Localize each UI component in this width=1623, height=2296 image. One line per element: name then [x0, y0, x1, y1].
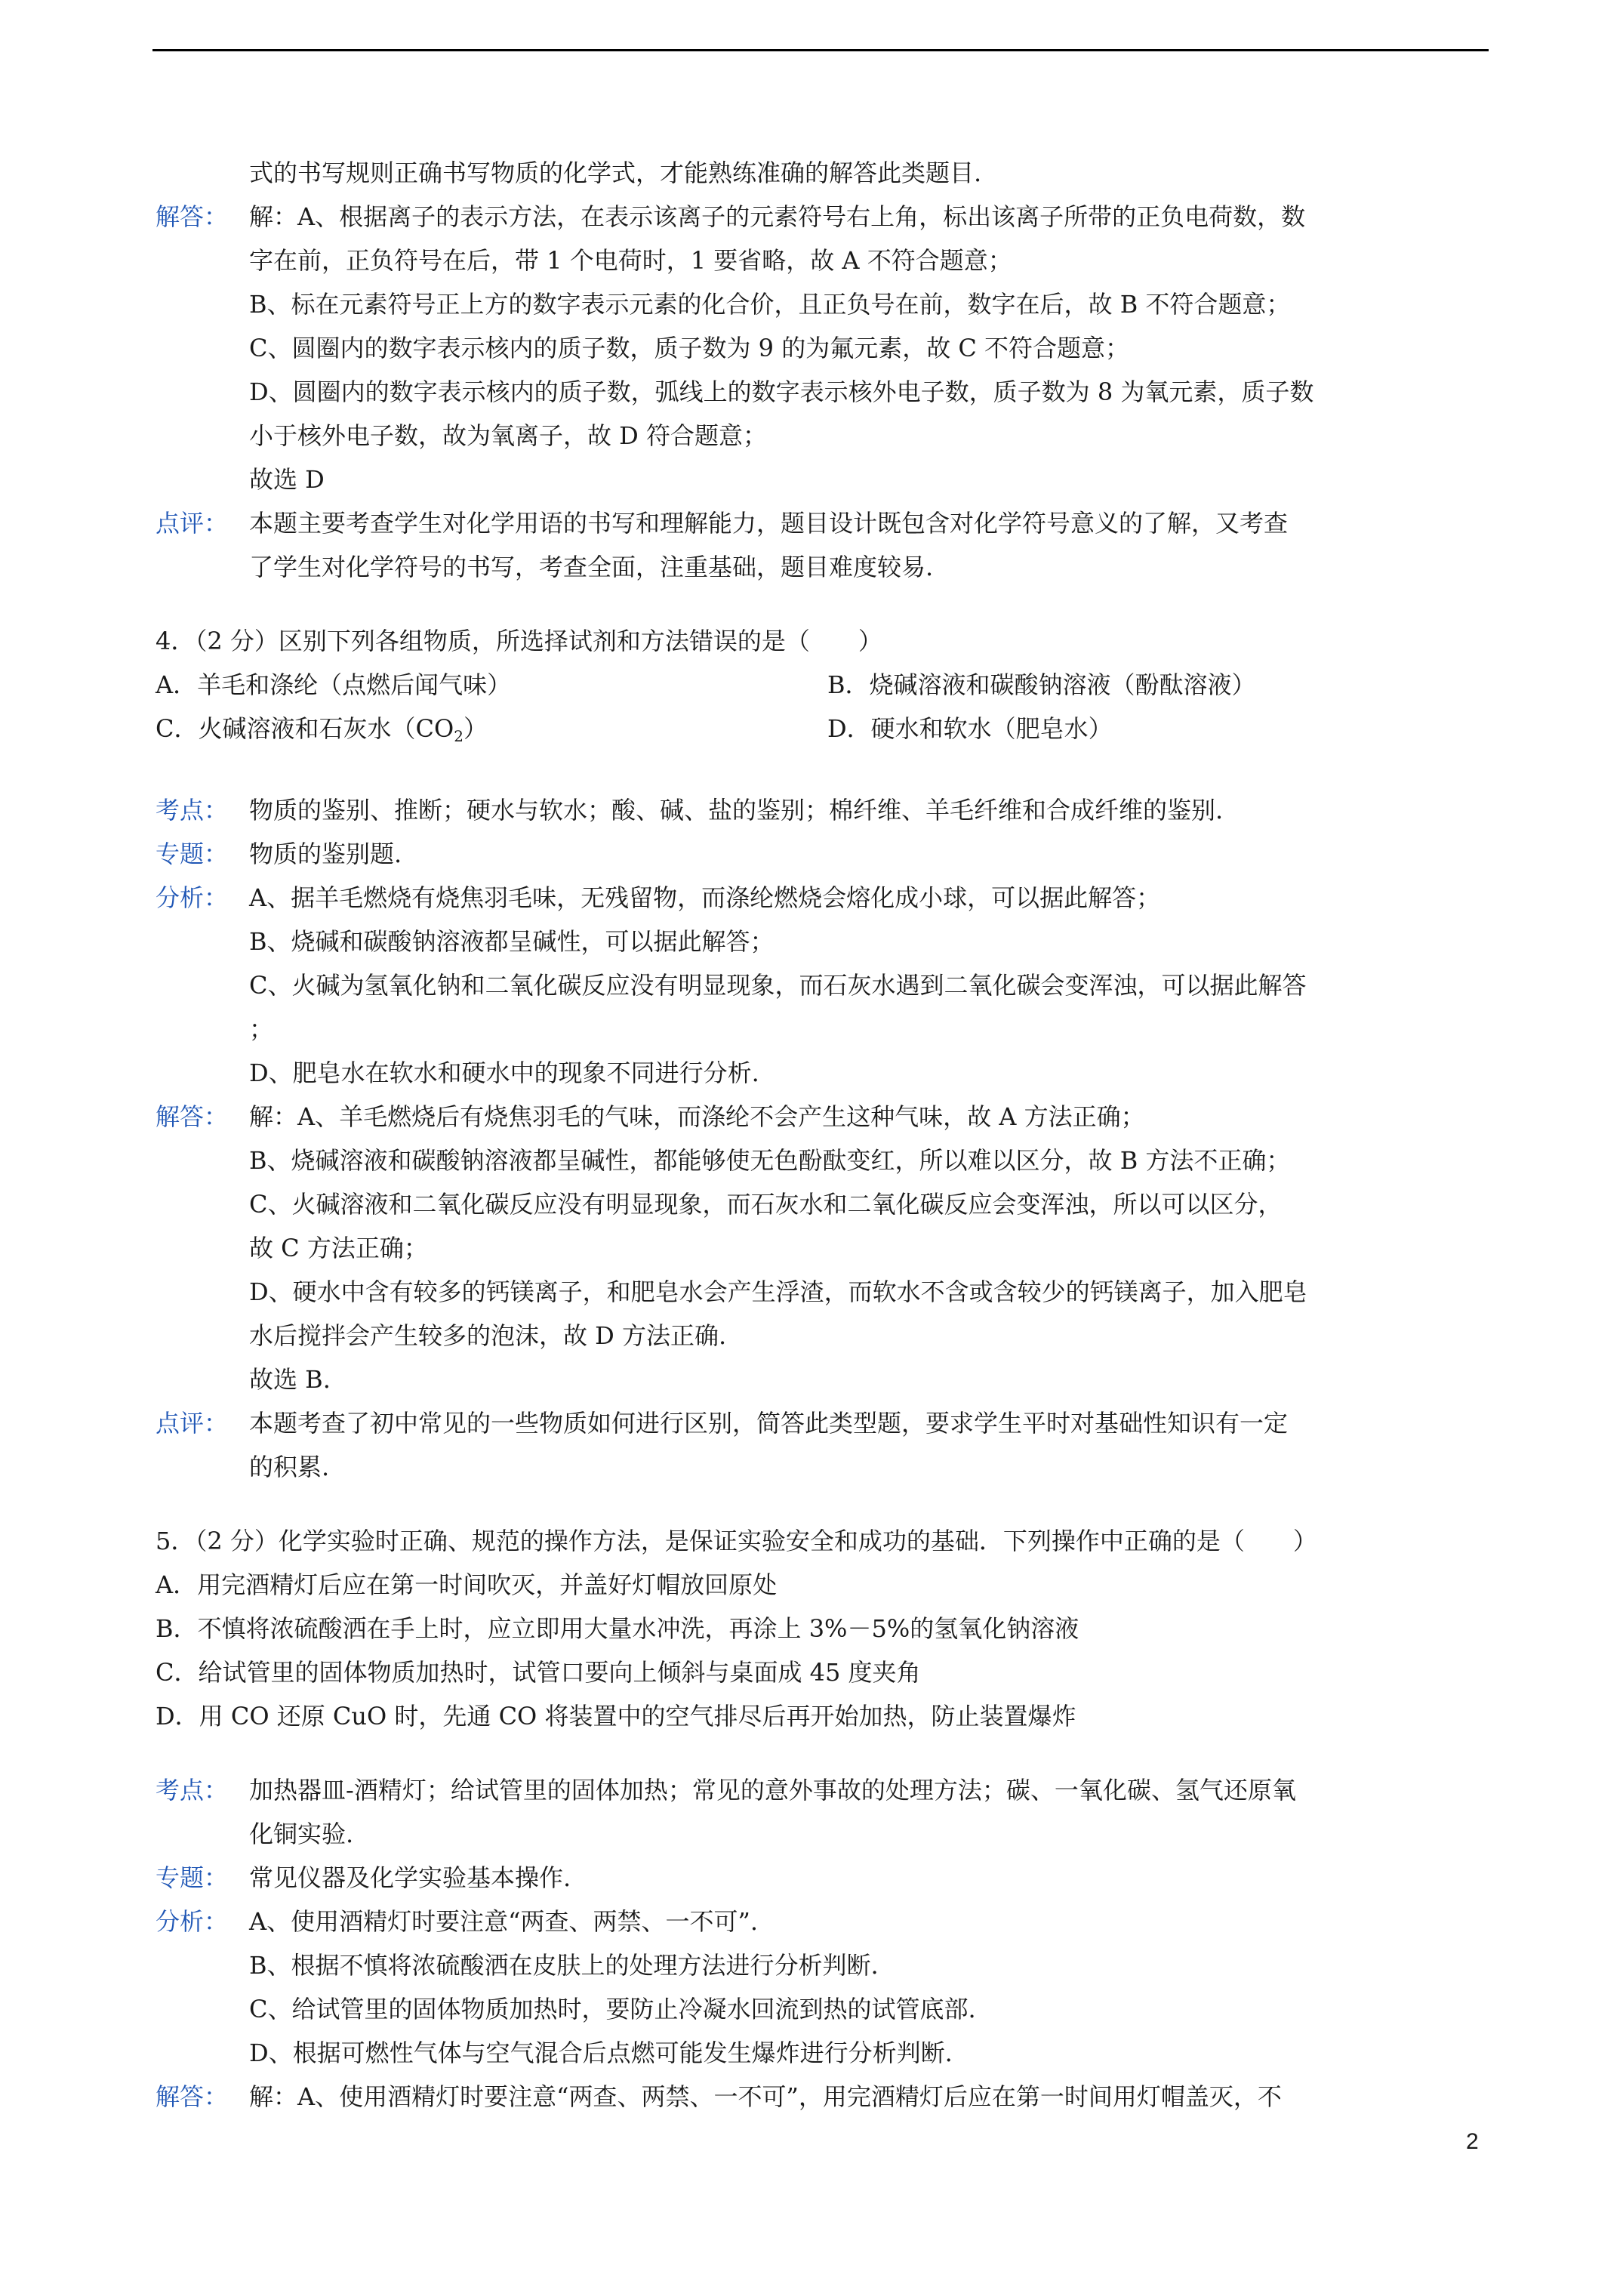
jieda-tag: 解答： — [156, 1102, 229, 1131]
zhuanti-tag: 专题： — [156, 840, 229, 868]
kaodian-tag: 考点： — [156, 796, 229, 824]
text-line: 解：A、使用酒精灯时要注意“两查、两禁、一不可”，用完酒精灯后应在第一时间用灯帽盖灭，不 — [249, 2082, 1282, 2111]
q4-zhuanti-block — [156, 832, 1492, 876]
q4-option-b: B．烧碱溶液和碳酸钠溶液（酚酞溶液） — [827, 670, 1256, 699]
text-line: 本题主要考查学生对化学用语的书写和理解能力，题目设计既包含对化学符号意义的了解，又考查 — [249, 509, 1289, 538]
kaodian-tag: 考点： — [156, 1776, 229, 1804]
text-line: 字在前，正负符号在后，带 1 个电荷时，1 要省略，故 A 不符合题意； — [249, 246, 1012, 275]
q4-question: 4．（2 分）区别下列各组物质，所选择试剂和方法错误的是（ ） — [156, 627, 882, 655]
text-line: 本题考查了初中常见的一些物质如何进行区别，简答此类型题，要求学生平时对基础性知识有一定 — [249, 1409, 1289, 1438]
text-line: D、根据可燃性气体与空气混合后点燃可能发生爆炸进行分析判断. — [249, 2039, 953, 2067]
text-line: D、肥皂水在软水和硬水中的现象不同进行分析. — [249, 1059, 759, 1087]
page-content — [156, 151, 1492, 2119]
text-line: 解：A、根据离子的表示方法，在表示该离子的元素符号右上角，标出该离子所带的正负电荷数，数 — [249, 202, 1306, 231]
q3-dianping-block — [156, 501, 1492, 589]
text-line: D、圆圈内的数字表示核内的质子数，弧线上的数字表示核外电子数，质子数为 8 为氧元素，质子数 — [249, 378, 1314, 406]
text-line: C、圆圈内的数字表示核内的质子数，质子数为 9 的为氟元素，故 C 不符合题意； — [249, 334, 1130, 362]
text-line: C、火碱溶液和二氧化碳反应没有明显现象，而石灰水和二氧化碳反应会变浑浊，所以可以区分， — [249, 1190, 1283, 1219]
text-line: A、使用酒精灯时要注意“两查、两禁、一不可”. — [249, 1907, 759, 1936]
text-line: 化铜实验. — [249, 1820, 354, 1848]
dianping-tag: 点评： — [156, 1409, 229, 1438]
text-line: 故选 D — [249, 465, 325, 494]
text-line: 解：A、羊毛燃烧后有烧焦羽毛的气味，而涤纶不会产生这种气味，故 A 方法正确； — [249, 1102, 1145, 1131]
q5-option-c: C．给试管里的固体物质加热时，试管口要向上倾斜与桌面成 45 度夹角 — [156, 1658, 921, 1687]
text-line: 故 C 方法正确； — [249, 1234, 428, 1262]
text-line: A、据羊毛燃烧有烧焦羽毛味，无残留物，而涤纶燃烧会熔化成小球，可以据此解答； — [249, 883, 1161, 912]
q5-option-d: D．用 CO 还原 CuO 时，先通 CO 将装置中的空气排尽后再开始加热，防止装置爆炸 — [156, 1702, 1076, 1730]
text-line: D、硬水中含有较多的钙镁离子，和肥皂水会产生浮渣，而软水不含或含较少的钙镁离子，加入肥皂 — [249, 1277, 1307, 1306]
fenxi-tag: 分析： — [156, 883, 229, 912]
text-line: 物质的鉴别、推断；硬水与软水；酸、碱、盐的鉴别；棉纤维、羊毛纤维和合成纤维的鉴别. — [249, 796, 1224, 824]
text-line: B、根据不慎将浓硫酸洒在皮肤上的处理方法进行分析判断. — [249, 1951, 879, 1980]
jieda-tag: 解答： — [156, 2082, 229, 2111]
q5-kaodian-block — [156, 1768, 1492, 1856]
q5-jieda-block — [156, 2075, 1492, 2119]
dianping-tag: 点评： — [156, 509, 229, 538]
q5-fenxi-block — [156, 1900, 1492, 2075]
q4-dianping-block — [156, 1401, 1492, 1489]
q5-option-a: A．用完酒精灯后应在第一时间吹灭，并盖好灯帽放回原处 — [156, 1570, 778, 1599]
text-line: 的积累. — [249, 1453, 330, 1481]
q4-options-row-2 — [156, 707, 1492, 758]
page-number: 2 — [1466, 2129, 1479, 2154]
q4-options-row-1 — [156, 663, 1492, 707]
text-line: 小于核外电子数，故为氧离子，故 D 符合题意； — [249, 421, 768, 450]
text-line: 故选 B. — [249, 1365, 331, 1394]
text-line: 了学生对化学符号的书写，考查全面，注重基础，题目难度较易. — [249, 553, 934, 581]
text-line: B、标在元素符号正上方的数字表示元素的化合价，且正负号在前，数字在后，故 B 不符合题意； — [249, 290, 1291, 319]
text-line: 加热器皿-酒精灯；给试管里的固体加热；常见的意外事故的处理方法；碳、一氧化碳、氢气还原氧 — [249, 1776, 1296, 1804]
q4-fenxi-block — [156, 876, 1492, 1095]
q4-option-d: D．硬水和软水（肥皂水） — [827, 714, 1113, 743]
text-line: 水后搅拌会产生较多的泡沫，故 D 方法正确. — [249, 1321, 727, 1350]
jieda-tag: 解答： — [156, 202, 229, 231]
q5-question: 5．（2 分）化学实验时正确、规范的操作方法，是保证实验安全和成功的基础．下列操作中正确的是（ ） — [156, 1527, 1317, 1555]
q3-continuation-line: 式的书写规则正确书写物质的化学式，才能熟练准确的解答此类题目. — [249, 159, 982, 187]
text-line: C、火碱为氢氧化钠和二氧化碳反应没有明显现象，而石灰水遇到二氧化碳会变浑浊，可以据此解答 — [249, 971, 1307, 1000]
header-rule — [152, 49, 1489, 51]
text-line: B、烧碱溶液和碳酸钠溶液都呈碱性，都能够使无色酚酞变红，所以难以区分，故 B 方法不正确； — [249, 1146, 1291, 1175]
text-line: B、烧碱和碳酸钠溶液都呈碱性，可以据此解答； — [249, 927, 775, 956]
q3-jieda-block — [156, 195, 1492, 501]
q4-option-c: C．火碱溶液和石灰水$(CO_2)$ — [156, 714, 488, 745]
q4-option-a: A．羊毛和涤纶（点燃后闻气味） — [156, 670, 512, 699]
text-line: 常见仪器及化学实验基本操作. — [249, 1863, 571, 1892]
text-line: 物质的鉴别题. — [249, 840, 402, 868]
fenxi-tag: 分析： — [156, 1907, 229, 1936]
q5-option-b: B．不慎将浓硫酸洒在手上时，应立即用大量水冲洗，再涂上 3%－5%的氢氧化钠溶液 — [156, 1614, 1079, 1643]
text-line: C、给试管里的固体物质加热时，要防止冷凝水回流到热的试管底部. — [249, 1995, 976, 2023]
q4-jieda-block — [156, 1095, 1492, 1401]
q4-kaodian-block — [156, 788, 1492, 832]
text-line: ； — [249, 1015, 274, 1043]
zhuanti-tag: 专题： — [156, 1863, 229, 1892]
q5-zhuanti-block — [156, 1856, 1492, 1900]
